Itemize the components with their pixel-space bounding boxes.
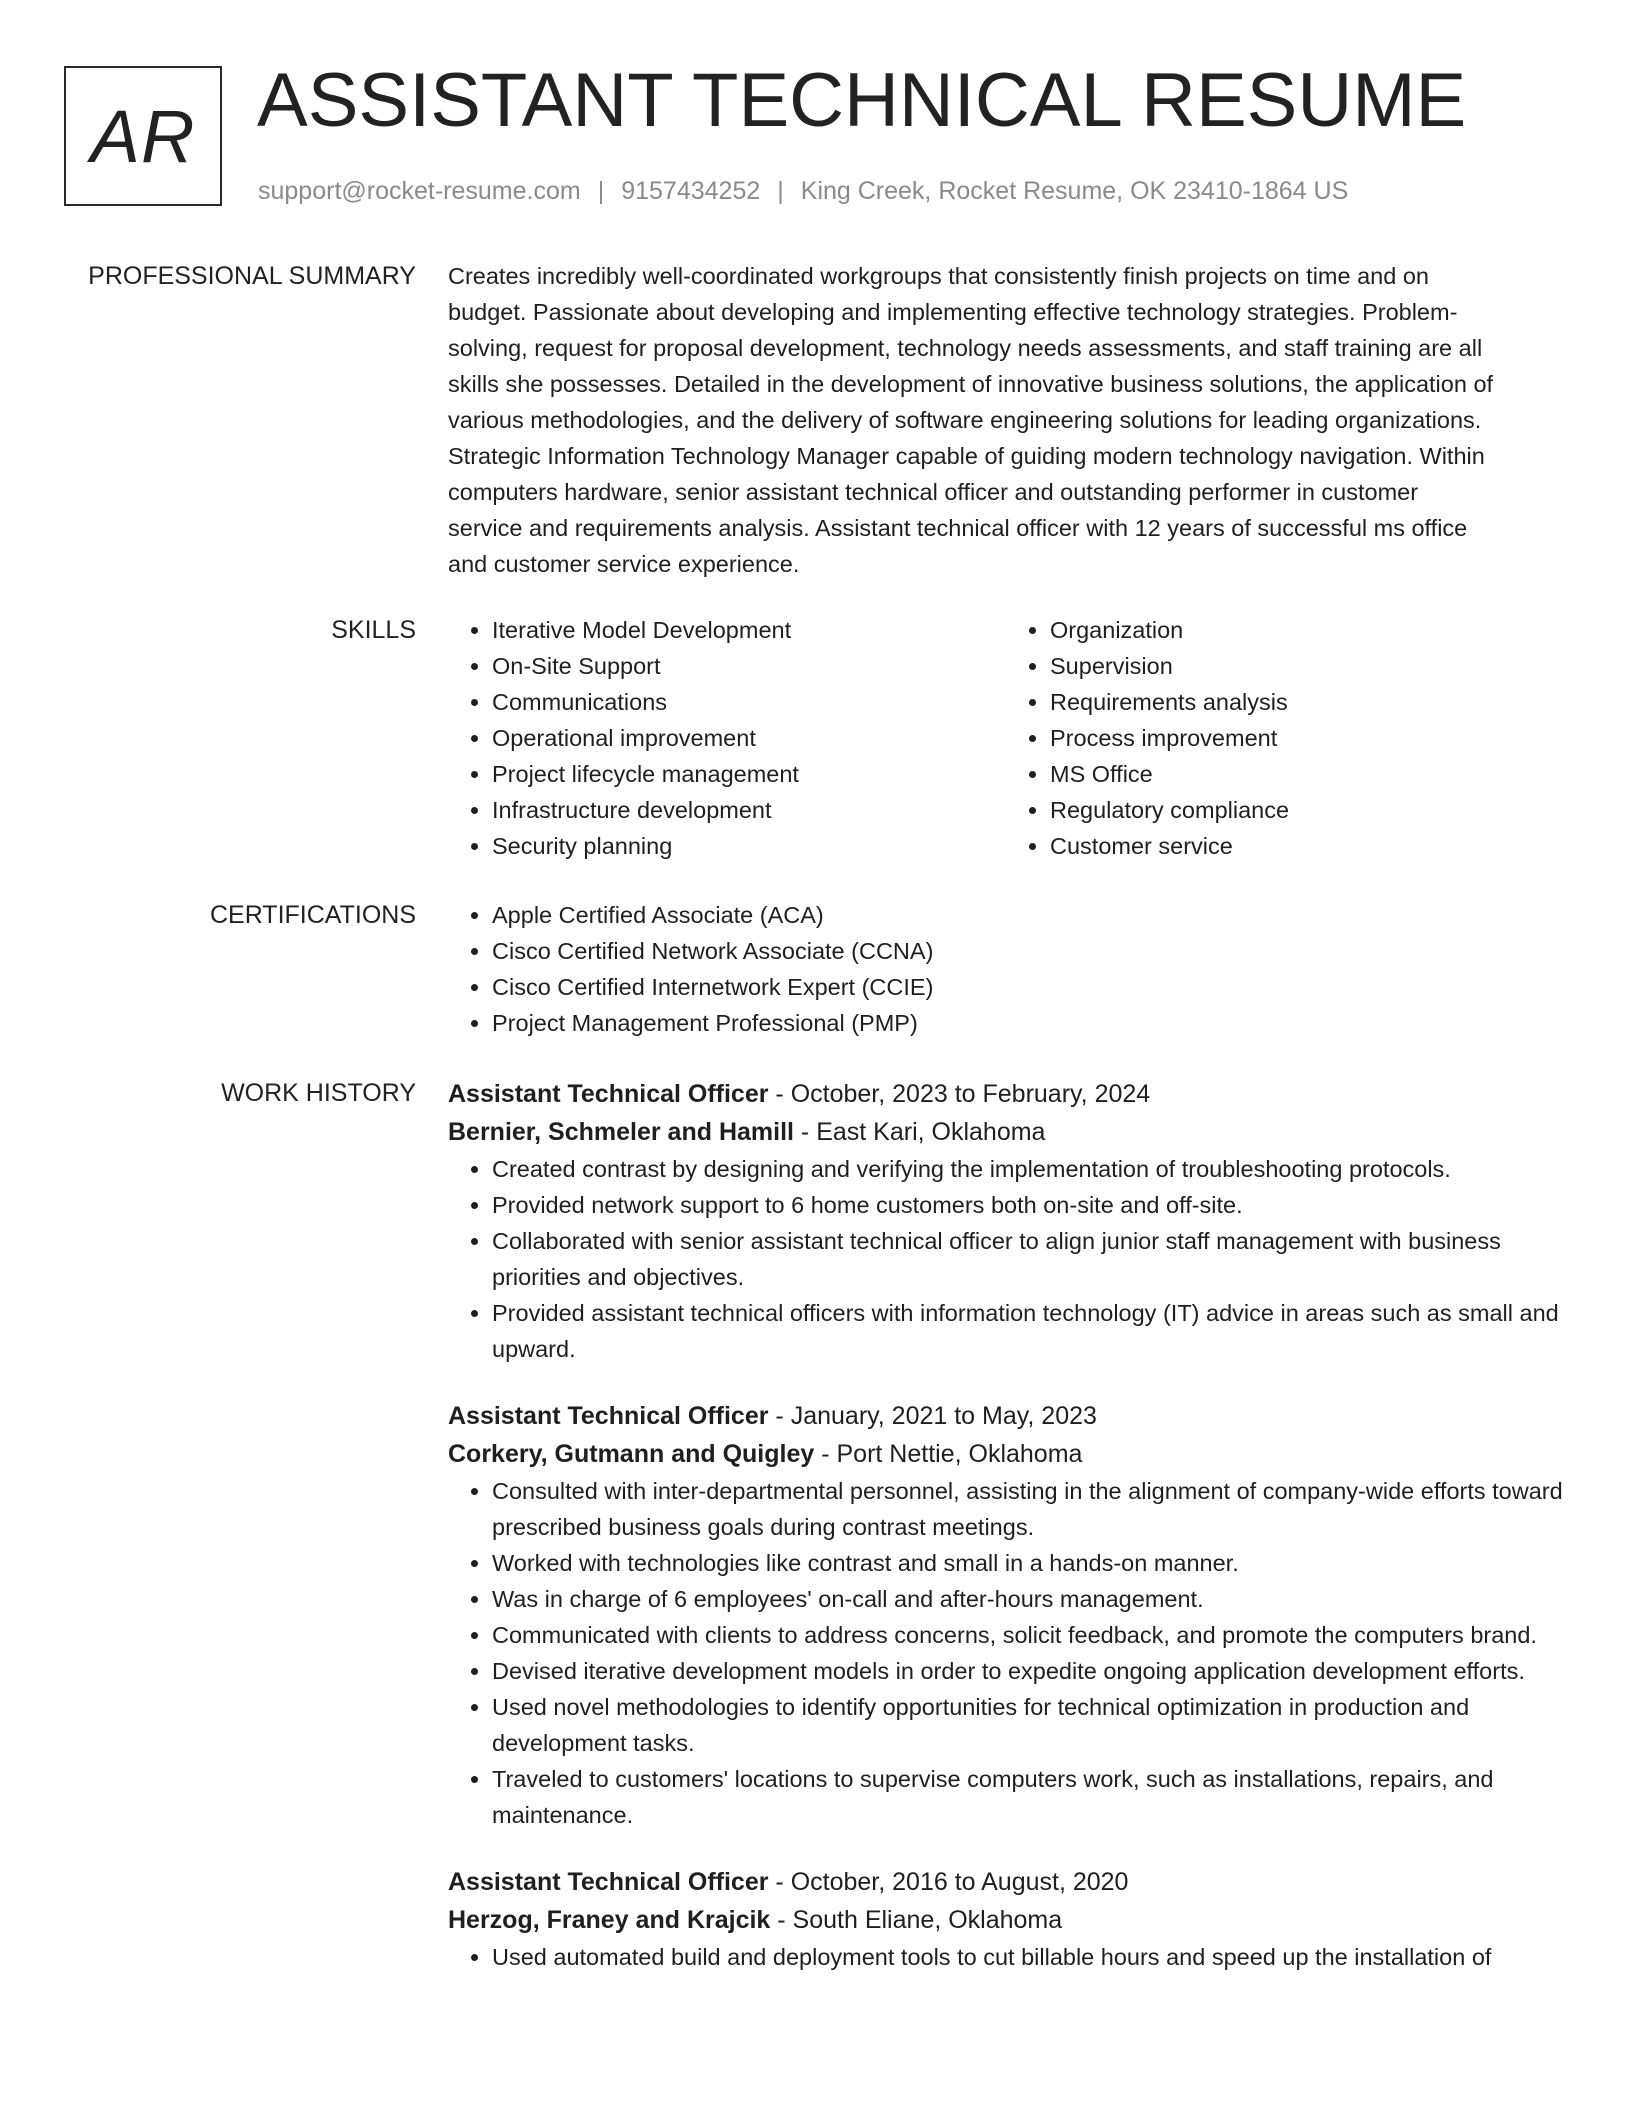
skill-item: • Operational improvement <box>492 720 1006 756</box>
work-history-body <box>448 1075 1564 1975</box>
certifications-list <box>448 897 1564 1041</box>
job-bullet: • Provided network support to 6 home customers both on-site and off-site. <box>492 1187 1564 1223</box>
job-dates: - October, 2016 to August, 2020 <box>768 1868 1129 1896</box>
skills-body <box>448 612 1564 864</box>
job-location: - South Eliane, Oklahoma <box>770 1906 1063 1934</box>
job-title: Assistant Technical Officer <box>448 1868 769 1896</box>
section-label-summary: PROFESSIONAL SUMMARY <box>88 262 416 290</box>
job-location: - Port Nettie, Oklahoma <box>814 1440 1083 1468</box>
job-dates: - October, 2023 to February, 2024 <box>768 1080 1151 1108</box>
certification-item: • Cisco Certified Network Associate (CCNA) <box>492 933 1564 969</box>
summary-line: solving, request for proposal development, technology needs assessments, and staff training are all <box>448 335 1483 361</box>
skill-item: • Process improvement <box>1050 720 1564 756</box>
skill-item: • Infrastructure development <box>492 792 1006 828</box>
skill-item: • Supervision <box>1050 648 1564 684</box>
skill-item: • On-Site Support <box>492 648 1006 684</box>
job-bullet: • Worked with technologies like contrast and small in a hands-on manner. <box>492 1545 1564 1581</box>
job-bullet: • Consulted with inter-departmental personnel, assisting in the alignment of company-wide efforts toward prescribed business goals during contrast meetings. <box>492 1473 1564 1545</box>
section-label-skills: SKILLS <box>331 616 416 644</box>
summary-line: Creates incredibly well-coordinated workgroups that consistently finish projects on time and on <box>448 263 1429 289</box>
certification-item: • Cisco Certified Internetwork Expert (CCIE) <box>492 969 1564 1005</box>
section-label-work-history: WORK HISTORY <box>221 1079 416 1107</box>
certifications-body <box>448 897 1564 1041</box>
summary-line: and customer service experience. <box>448 551 800 577</box>
summary-line: service and requirements analysis. Assistant technical officer with 12 years of successful ms office <box>448 515 1468 541</box>
skill-item: • MS Office <box>1050 756 1564 792</box>
skills-list-left <box>448 612 1006 864</box>
job-bullet: • Collaborated with senior assistant technical officer to align junior staff management with business priorities and objectives. <box>492 1223 1564 1295</box>
summary-body <box>448 258 1564 582</box>
contact-line <box>258 174 1348 208</box>
monogram-initials: AR <box>90 94 196 178</box>
job-company: Herzog, Franey and Krajcik <box>448 1906 771 1934</box>
skill-item: • Iterative Model Development <box>492 612 1006 648</box>
contact-email[interactable]: support@rocket-resume.com <box>258 177 581 205</box>
skill-item: • Regulatory compliance <box>1050 792 1564 828</box>
summary-line: various methodologies, and the delivery of software engineering solutions for leading organizations. <box>448 407 1482 433</box>
job-bullet: • Used automated build and deployment tools to cut billable hours and speed up the installation of <box>492 1939 1564 1975</box>
job-bullet: • Traveled to customers' locations to supervise computers work, such as installations, repairs, and maintenance. <box>492 1761 1564 1833</box>
job-company-line <box>448 1435 1564 1473</box>
monogram-badge <box>64 66 222 206</box>
summary-line: Strategic Information Technology Manager capable of guiding modern technology navigation. Within <box>448 443 1485 469</box>
job-title-line <box>448 1863 1564 1901</box>
job-bullet: • Devised iterative development models in order to expedite ongoing application development efforts. <box>492 1653 1564 1689</box>
contact-address: King Creek, Rocket Resume, OK 23410-1864 US <box>800 177 1349 205</box>
job-bullet-list <box>448 1939 1564 1975</box>
job-company-line <box>448 1113 1564 1151</box>
section-label-certifications: CERTIFICATIONS <box>209 901 416 929</box>
job-bullet: • Communicated with clients to address concerns, solicit feedback, and promote the computers brand. <box>492 1617 1564 1653</box>
job-entry <box>448 1075 1564 1367</box>
contact-separator: | <box>777 177 784 205</box>
job-title-line <box>448 1075 1564 1113</box>
contact-phone[interactable]: 9157434252 <box>621 177 761 205</box>
skills-list-right <box>1006 612 1564 864</box>
certification-item: • Apple Certified Associate (ACA) <box>492 897 1564 933</box>
job-entry <box>448 1863 1564 1975</box>
skill-item: • Project lifecycle management <box>492 756 1006 792</box>
skill-item: • Organization <box>1050 612 1564 648</box>
job-bullet-list <box>448 1151 1564 1367</box>
job-bullet: • Used novel methodologies to identify opportunities for technical optimization in production and development tasks. <box>492 1689 1564 1761</box>
resume-title: ASSISTANT TECHNICAL RESUME <box>257 58 1467 143</box>
job-company-line <box>448 1901 1564 1939</box>
contact-separator: | <box>597 177 605 205</box>
skill-item: • Requirements analysis <box>1050 684 1564 720</box>
job-bullet: • Provided assistant technical officers with information technology (IT) advice in areas such as small and upward. <box>492 1295 1564 1367</box>
job-entry <box>448 1397 1564 1833</box>
job-bullet-list <box>448 1473 1564 1833</box>
job-title: Assistant Technical Officer <box>448 1080 769 1108</box>
summary-line: computers hardware, senior assistant technical officer and outstanding performer in customer <box>448 479 1419 505</box>
skill-item: • Security planning <box>492 828 1006 864</box>
summary-line: skills she possesses. Detailed in the development of innovative business solutions, the application of <box>448 371 1494 397</box>
job-dates: - January, 2021 to May, 2023 <box>768 1402 1097 1430</box>
skill-item: • Customer service <box>1050 828 1564 864</box>
job-company: Corkery, Gutmann and Quigley <box>448 1440 815 1468</box>
job-location: - East Kari, Oklahoma <box>793 1118 1046 1146</box>
job-company: Bernier, Schmeler and Hamill <box>448 1118 794 1146</box>
certification-item: • Project Management Professional (PMP) <box>492 1005 1564 1041</box>
summary-line: budget. Passionate about developing and implementing effective technology strategies. Problem- <box>448 299 1458 325</box>
skill-item: • Communications <box>492 684 1006 720</box>
summary-text <box>448 258 1564 582</box>
job-title-line <box>448 1397 1564 1435</box>
job-bullet: • Created contrast by designing and verifying the implementation of troubleshooting protocols. <box>492 1151 1564 1187</box>
job-bullet: • Was in charge of 6 employees' on-call and after-hours management. <box>492 1581 1564 1617</box>
job-title: Assistant Technical Officer <box>448 1402 769 1430</box>
